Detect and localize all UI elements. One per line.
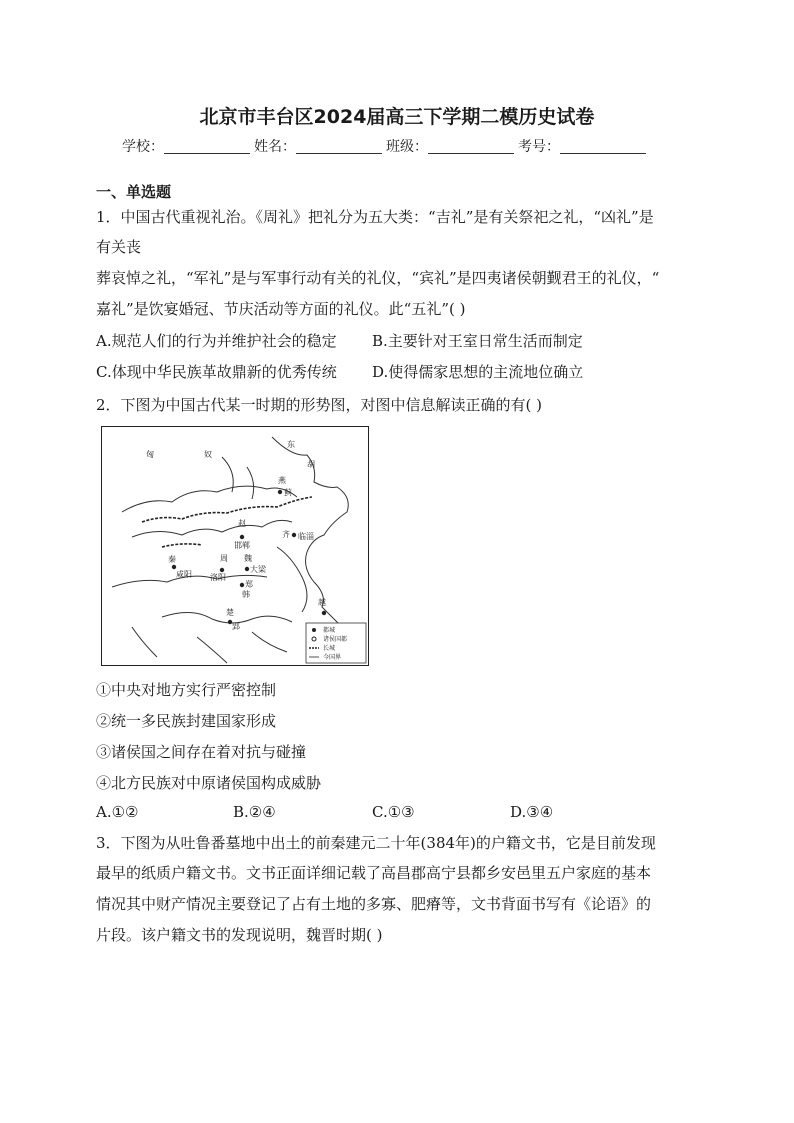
number-blank[interactable] — [560, 139, 646, 154]
map-label-han: 韩 — [242, 590, 250, 599]
student-info-row — [122, 136, 650, 156]
page-title: 北京市丰台区2024届高三下学期二模历史试卷 — [199, 106, 595, 128]
legend-border: 今国界 — [323, 654, 342, 661]
map-label-yue: 越 — [318, 598, 326, 607]
legend-capital: 都城 — [323, 627, 336, 634]
map-label-handan: 邯郸 — [234, 541, 250, 550]
q3-line-4: 片段。该户籍文书的发现说明，魏晋时期( ) — [96, 926, 383, 944]
q1-option-d[interactable]: D.使得儒家思想的主流地位确立 — [372, 363, 584, 381]
map-label-qi: 齐 — [282, 530, 290, 539]
q2-option-a[interactable]: A.①② — [96, 803, 139, 821]
q1-option-c[interactable]: C.体现中华民族革故鼎新的优秀传统 — [96, 363, 337, 381]
q3-line-3: 情况其中财产情况主要登记了占有土地的多寡、肥瘠等，文书背面书写有《论语》的 — [96, 895, 652, 913]
school-label: 学校： — [122, 139, 164, 155]
map-label-wei: 魏 — [244, 554, 252, 563]
number-label: 考号： — [518, 139, 560, 155]
map-legend — [306, 623, 366, 663]
q2-item-2: ②统一多民族封建国家形成 — [96, 712, 277, 730]
q2-option-d[interactable]: D.③④ — [510, 803, 554, 821]
section-heading: 一、单选题 — [96, 183, 172, 201]
map-drawing — [102, 427, 368, 665]
school-blank[interactable] — [164, 139, 250, 154]
q1-option-a[interactable]: A.规范人们的行为并维护社会的稳定 — [96, 332, 337, 350]
class-label: 班级： — [386, 139, 428, 155]
name-blank[interactable] — [296, 139, 382, 154]
q1-option-b[interactable]: B.主要针对王室日常生活而制定 — [372, 332, 583, 350]
map-label-yan: 燕 — [278, 476, 286, 485]
q3-line-1: 3．下图为从吐鲁番墓地中出土的前秦建元二十年(384年)的户籍文书，它是目前发现 — [96, 834, 656, 852]
map-label-xianyang: 咸阳 — [176, 570, 192, 579]
map-label-zheng: 郑 — [245, 580, 253, 589]
q2-line-1: 2．下图为中国古代某一时期的形势图，对图中信息解读正确的有( ) — [96, 396, 543, 414]
map-label-luoyang: 洛阳 — [210, 573, 226, 582]
map-label-dong: 东 — [287, 440, 295, 449]
map-label-qin: 秦 — [168, 555, 176, 564]
q1-line-4: 嘉礼”是饮宴婚冠、节庆活动等方面的礼仪。此“五礼”( ) — [96, 300, 466, 318]
map-label-xiong: 匈 — [146, 450, 154, 459]
q1-line-1: 1．中国古代重视礼治。《周礼》把礼分为五大类：“吉礼”是有关祭祀之礼，“凶礼”是 — [96, 208, 654, 226]
legend-state-capital: 诸侯国都 — [323, 636, 348, 643]
q2-option-c[interactable]: C.①③ — [372, 803, 415, 821]
q2-item-1: ①中央对地方实行严密控制 — [96, 681, 277, 699]
map-label-hu: 胡 — [307, 460, 315, 469]
q1-line-3: 葬哀悼之礼，“军礼”是与军事行动有关的礼仪，“宾礼”是四夷诸侯朝觐君王的礼仪，“ — [96, 269, 660, 287]
map-label-daliang: 大梁 — [250, 565, 266, 574]
warring-states-map — [101, 426, 369, 666]
q2-item-4: ④北方民族对中原诸侯国构成威胁 — [96, 774, 322, 792]
map-label-linzi: 临淄 — [298, 532, 314, 541]
q2-option-b[interactable]: B.②④ — [233, 803, 276, 821]
q3-line-2: 最早的纸质户籍文书。文书正面详细记载了高昌郡高宁县都乡安邑里五户家庭的基本 — [96, 864, 652, 882]
map-label-chu: 楚 — [226, 608, 234, 617]
class-blank[interactable] — [428, 139, 514, 154]
q2-item-3: ③诸侯国之间存在着对抗与碰撞 — [96, 743, 307, 761]
map-label-zhao: 赵 — [238, 519, 246, 528]
q1-line-2: 有关丧 — [96, 238, 142, 256]
map-label-ying: 郢 — [232, 622, 240, 631]
map-label-nu: 奴 — [204, 450, 212, 459]
name-label: 姓名： — [254, 139, 296, 155]
map-label-zhou: 周 — [220, 554, 228, 563]
legend-great-wall: 长城 — [323, 645, 336, 652]
map-label-ji: 蓟 — [284, 488, 292, 497]
